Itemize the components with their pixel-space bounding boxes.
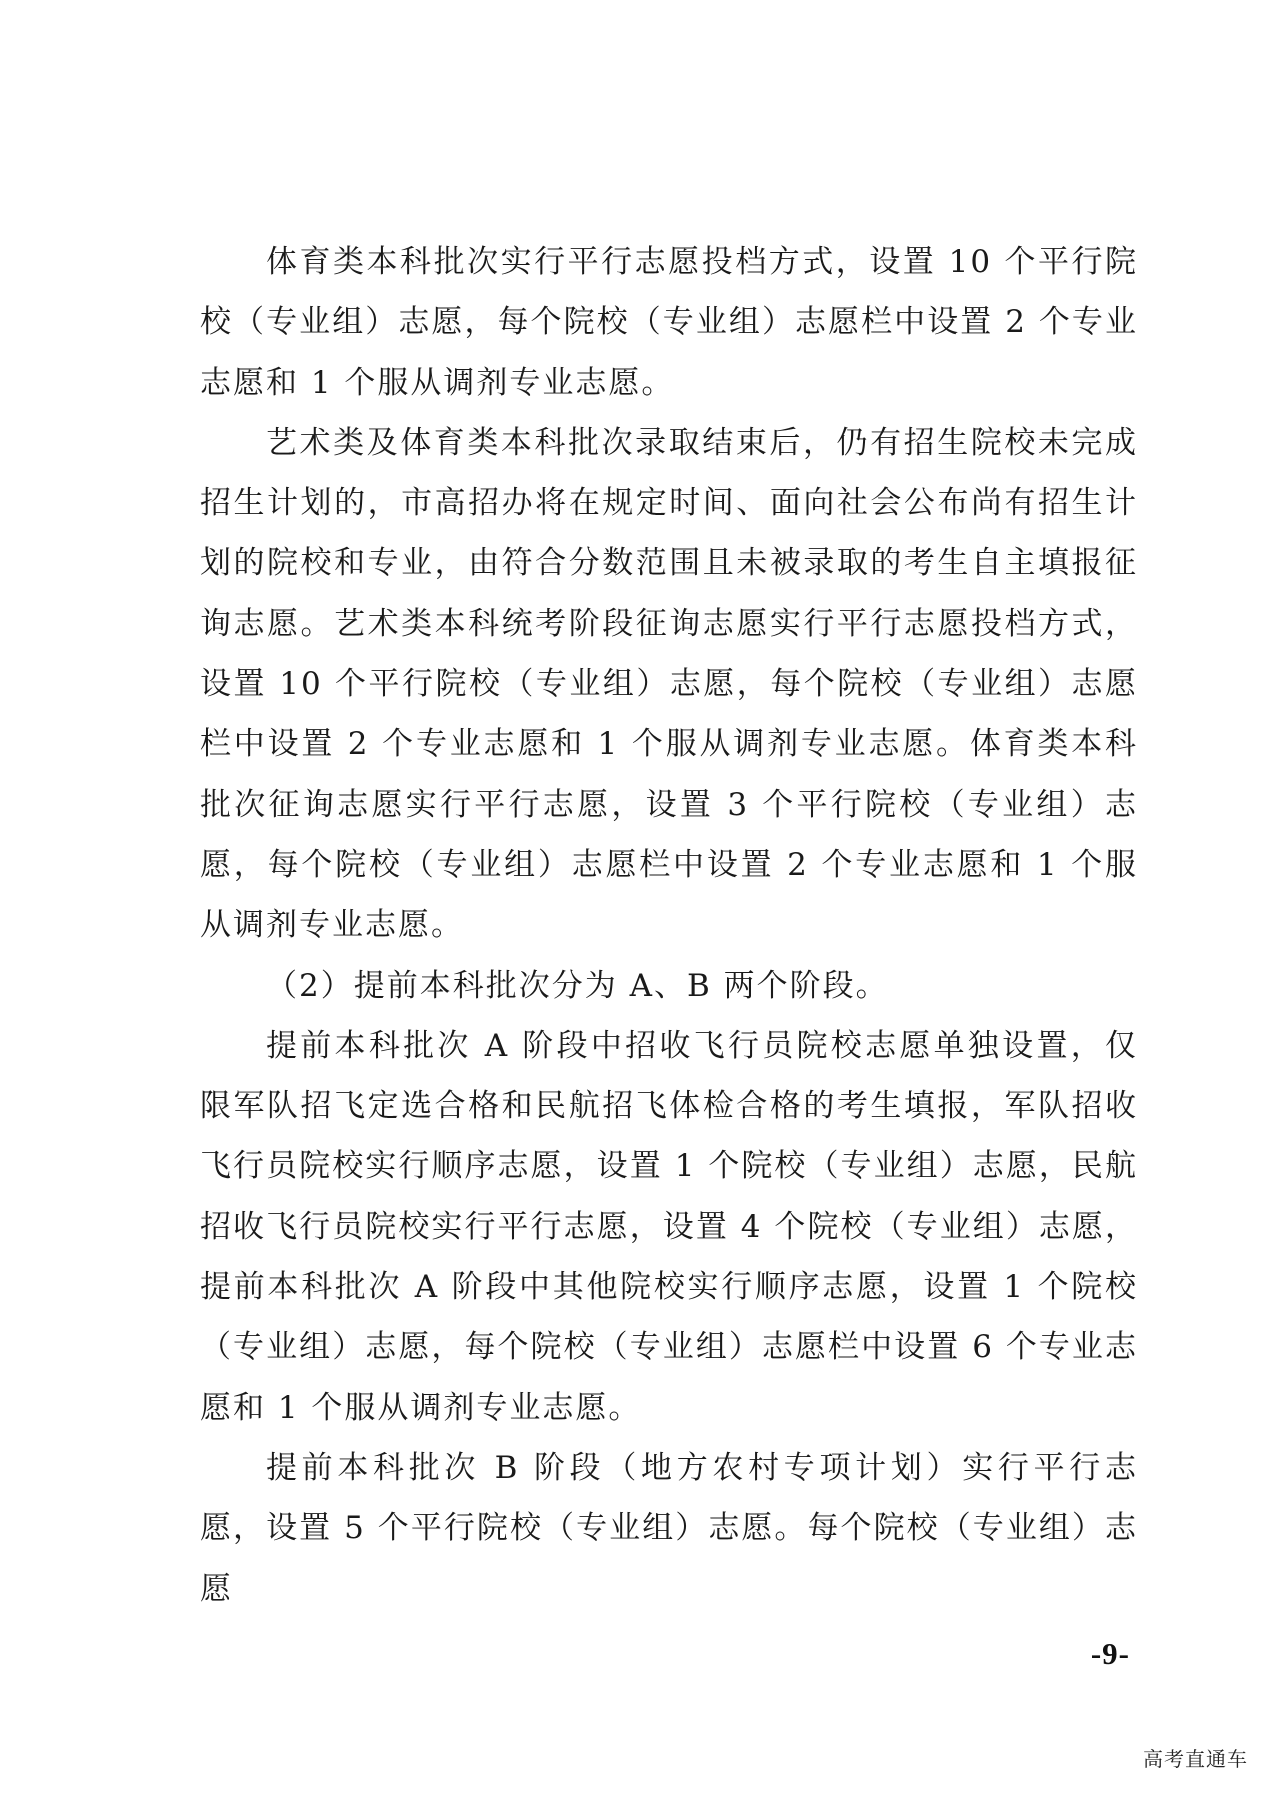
paragraph-early-batch-heading: （2）提前本科批次分为 A、B 两个阶段。 <box>266 967 889 1004</box>
paragraph-early-batch-a: 提前本科批次 A 阶段中招收飞行员院校志愿单独设置，仅限军队招飞定选合格和民航招飞体检合格的考生填报，军队招收飞行员院校实行顺序志愿，设置 1 个院校（专业组）志愿，民航招收飞行员院校实行平行志愿，设置 4 个院校（专业组）志愿，提前本科批次 A 阶段中其他院校实行顺序志愿，设置 1 个院校（专业组）志愿，每个院校（专业组）志愿栏中设置 6 个专业志愿和 1 个服从调剂专业志愿。 <box>200 1027 1138 1426</box>
paragraph-sports-batch: 体育类本科批次实行平行志愿投档方式，设置 10 个平行院校（专业组）志愿，每个院校（专业组）志愿栏中设置 2 个专业志愿和 1 个服从调剂专业志愿。 <box>200 244 1138 401</box>
paragraph-inquiry-volunteers: 艺术类及体育类本科批次录取结束后，仍有招生院校未完成招生计划的，市高招办将在规定时间、面向社会公布尚有招生计划的院校和专业，由符合分数范围且未被录取的考生自主填报征询志愿。艺术类本科统考阶段征询志愿实行平行志愿投档方式，设置 10 个平行院校（专业组）志愿，每个院校（专业组）志愿栏中设置 2 个专业志愿和 1 个服从调剂专业志愿。体育类本科批次征询志愿实行平行志愿，设置 3 个平行院校（专业组）志愿，每个院校（专业组）志愿栏中设置 2 个专业志愿和 1 个服从调剂专业志愿。 <box>200 424 1138 944</box>
paragraph-early-batch-b: 提前本科批次 B 阶段（地方农村专项计划）实行平行志愿，设置 5 个平行院校（专业组）志愿。每个院校（专业组）志愿 <box>200 1449 1138 1607</box>
watermark-text: 高考直通车 <box>1143 1747 1248 1771</box>
document-body <box>200 232 1138 1619</box>
page-number: -9- <box>1090 1636 1130 1671</box>
